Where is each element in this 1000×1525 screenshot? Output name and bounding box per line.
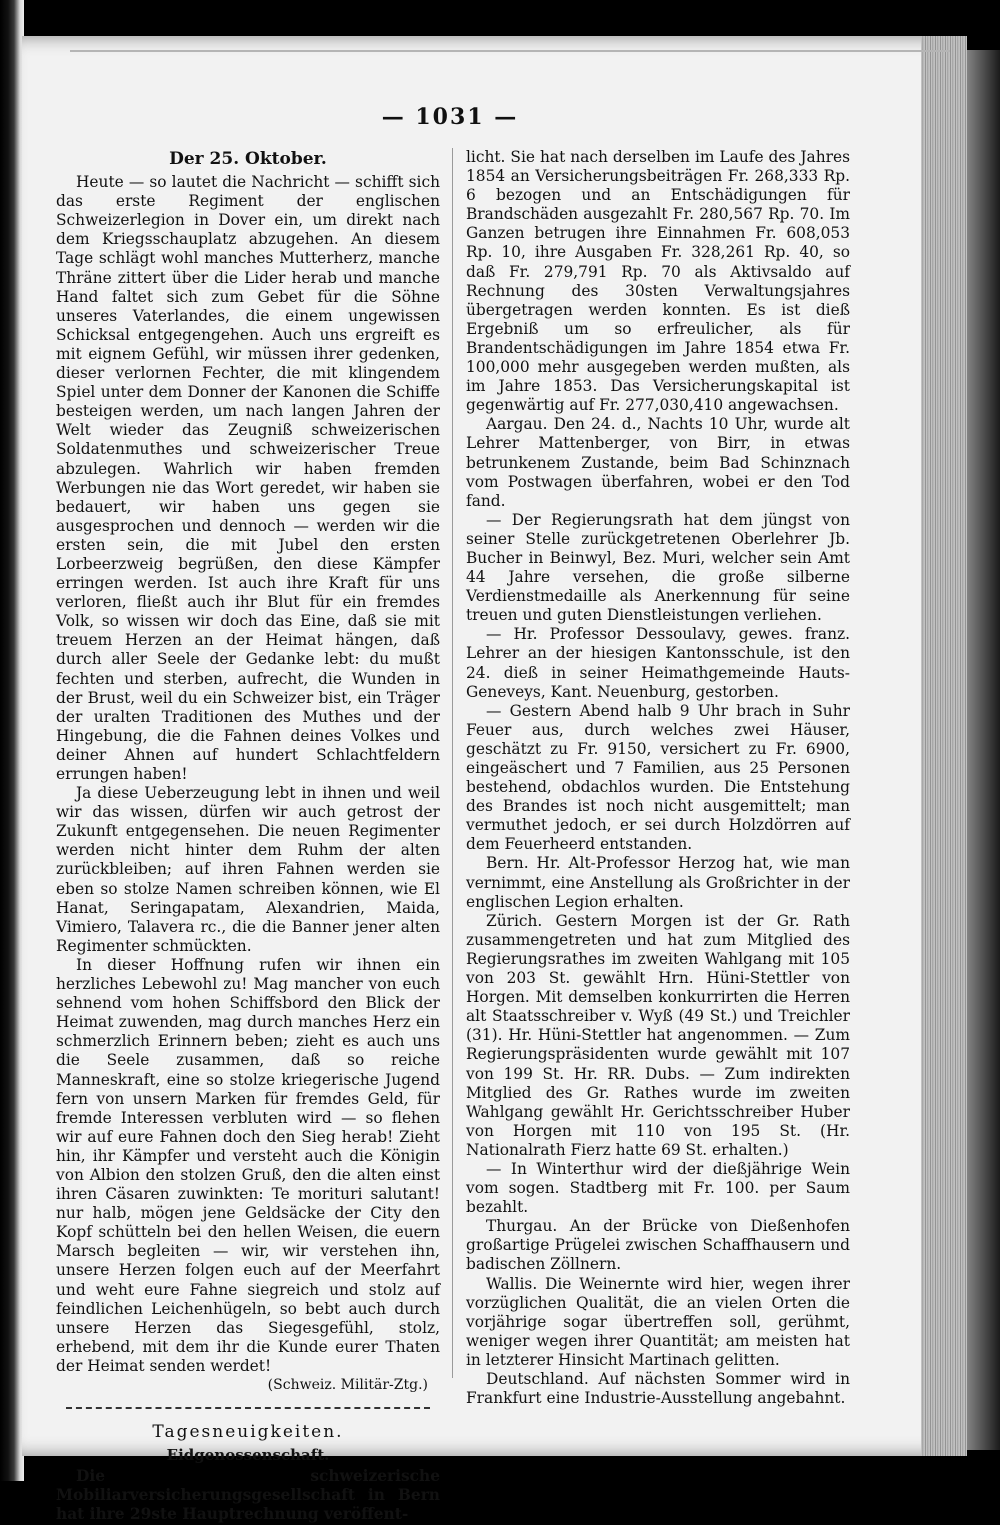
page-number: — 1031 —	[381, 104, 519, 130]
subsection-title: Eidgenossenschaft.	[166, 1446, 330, 1465]
scan-left-edge	[0, 0, 24, 1481]
news-paragraph: Bern. Hr. Alt-Professor Herzog hat, wie man vernimmt, eine Anstellung als Großrichter in der englischen Legion erhalten.	[466, 854, 850, 911]
column-divider	[452, 148, 453, 1378]
source-attribution: (Schweiz. Militär-Ztg.)	[267, 1377, 428, 1393]
news-paragraph: Thurgau. An der Brücke von Dießenhofen großartige Prügelei zwischen Schaffhausern und badischen Zöllnern.	[466, 1217, 850, 1274]
right-column	[466, 148, 850, 1408]
news-paragraph: Zürich. Gestern Morgen ist der Gr. Rath zusammengetreten und hat zum Mitglied des Regierungsrathes im zweiten Wahlgang mit 105 von 203 St. gewählt Hrn. Hüni-Stettler von Horgen. Mit demselben konkurrirten die Herren alt Staatsschreiber v. Wyß (49 St.) und Treichler (31). Hr. Hüni-Stettler hat angenommen. — Zum Regierungspräsidenten wurde gewählt mit 107 von 199 St. Hr. RR. Dubs. — Zum indirekten Mitglied des Gr. Rathes wurde im zweiten Wahlgang gewählt Hr. Gerichtsschreiber Huber von Horgen mit 110 von 195 St. (Hr. Nationalrath Fierz hatte 69 St. erhalten.)	[466, 911, 850, 1159]
page-spine	[921, 36, 967, 1456]
scan-right-edge	[965, 50, 1000, 1450]
article-heading: Der 25. Oktober.	[169, 149, 327, 169]
news-paragraph: Die schweizerische Mobiliarversicherungsgesellschaft in Bern hat ihre 29ste Hauptrechnung veröffent-	[56, 1467, 440, 1524]
news-paragraph: Deutschland. Auf nächsten Sommer wird in Frankfurt eine Industrie-Ausstellung angebahnt.	[466, 1370, 850, 1408]
section-title: Tagesneuigkeiten.	[152, 1422, 344, 1443]
news-paragraph: licht. Sie hat nach derselben im Laufe des Jahres 1854 an Versicherungsbeiträgen Fr. 268,333 Rp. 6 bezogen und an Entschädigungen für Brandschäden ausgezahlt Fr. 280,567 Rp. 70. Im Ganzen betrugen ihre Einnahmen Fr. 608,053 Rp. 10, ihre Ausgaben Fr. 328,261 Rp. 40, so daß Fr. 279,791 Rp. 70 als Aktivsaldo auf Rechnung des 30sten Verwaltungsjahres übergetragen werden konnten. Es ist dieß Ergebniß um so erfreulicher, als für Brandentschädigungen im Jahre 1854 etwa Fr. 100,000 mehr ausgegeben werden mußten, als im Jahre 1853. Das Versicherungskapital ist gegenwärtig auf Fr. 277,030,410 angewachsen.	[466, 148, 850, 415]
news-paragraph: — Der Regierungsrath hat dem jüngst von seiner Stelle zurückgetretenen Oberlehrer Jb. Bucher in Beinwyl, Bez. Muri, welcher sein Amt 44 Jahre versehen, die große silberne Verdienstmedaille als Anerkennung für seine treuen und guten Dienstleistungen verliehen.	[466, 510, 850, 625]
article-paragraph: In dieser Hoffnung rufen wir ihnen ein herzliches Lebewohl zu! Mag mancher von euch sehnend vom hohen Schiffsbord den Blick der Heimat zuwenden, mag durch manches Herz ein schmerzlich Erinnern beben; zieht es auch uns die Seele zusammen, daß so reiche Manneskraft, eine so stolze kriegerische Jugend fern von unsern Marken für fremdes Geld, für fremde Interessen verbluten wird — so flehen wir auf eure Fahnen doch den Sieg herab! Zieht hin, ihr Kämpfer und versteht auch die Königin von Albion den stolzen Gruß, den die alten einst ihren Cäsaren zuwinkten: Te morituri salutant! nur halb, mögen jene Geldsäcke der City den Kopf schütteln bei den hellen Weisen, die euern Marsch begleiten — wir, wir verstehen ihn, unsere Herzen folgen euch auf der Meerfahrt und weht eure Fahne siegreich und stolz auf feindlichen Leichenhügeln, so bebt auch durch unsere Herzen das Siegesgefühl, stolz, erhebend, mit dem ihr die Kunde eurer Thaten der Heimat senden werdet!	[56, 955, 440, 1375]
news-paragraph: — In Winterthur wird der dießjährige Wein vom sogen. Stadtberg mit Fr. 100. per Saum bezahlt.	[466, 1159, 850, 1217]
news-paragraph: Aargau. Den 24. d., Nachts 10 Uhr, wurde alt Lehrer Mattenberger, von Birr, in etwas betrunkenem Zustande, beim Bad Schinznach vom Postwagen überfahren, wobei er den Tod fand.	[466, 415, 850, 510]
news-paragraph: Wallis. Die Weinernte wird hier, wegen ihrer vorzüglichen Qualität, die an vielen Orten die vorjährige sogar übertreffen soll, gerühmt, weniger wegen ihrer Quantität; am meisten hat in letzterer Hinsicht Martinach gelitten.	[466, 1274, 850, 1369]
left-column	[56, 148, 440, 1525]
article-paragraph: Ja diese Ueberzeugung lebt in ihnen und weil wir das wissen, dürfen wir auch getrost der Zukunft entgegensehen. Die neuen Regimenter werden nicht hinter dem Ruhm der alten zurückbleiben; auf ihren Fahnen werden sie eben so stolze Namen schreiben können, wie El Hanat, Seringapatam, Alexandrien, Maida, Vimiero, Talavera rc., die die Banner jener alten Regimenter schmückten.	[56, 784, 440, 955]
section-divider	[66, 1407, 430, 1409]
news-paragraph: — Gestern Abend halb 9 Uhr brach in Suhr Feuer aus, durch welches zwei Häuser, geschätzt zu Fr. 9150, versichert zu Fr. 6900, eingeäschert und 7 Familien, aus 25 Personen bestehend, obdachlos wurden. Die Entstehung des Brandes ist noch nicht ausgemittelt; man vermuthet jedoch, er sei durch Holzdörren auf dem Feuerheerd entstanden.	[466, 701, 850, 854]
news-paragraph: — Hr. Professor Dessoulavy, gewes. franz. Lehrer an der hiesigen Kantonsschule, ist den 24. dieß in seiner Heimathgemeinde Hauts-Geneveys, Kant. Neuenburg, gestorben.	[466, 625, 850, 701]
header-rule	[70, 50, 950, 52]
article-paragraph: Heute — so lautet die Nachricht — schifft sich das erste Regiment der englischen Schweizerlegion in Dover ein, um direkt nach dem Kriegsschauplatz abzugehen. An diesem Tage schlägt wohl manches Mutterherz, manche Thräne zittert über die Lider herab und manche Hand faltet sich zum Gebet für die Söhne unseres Vaterlandes, die einem ungewissen Schicksal entgegengehen. Auch uns ergreift es mit eignem Gefühl, wir müssen ihrer gedenken, dieser verlornen Fechter, die mit klingendem Spiel unter dem Donner der Kanonen die Schiffe besteigen werden, um nach langen Jahren der Welt wieder das Zeugniß schweizerischen Soldatenmuthes und schweizerischer Treue abzulegen. Wahrlich wir haben fremden Werbungen nie das Wort geredet, wir haben sie bedauert, wir haben uns gegen sie ausgesprochen und dennoch — werden wir die ersten sein, die mit Jubel den ersten Lorbeerzweig begrüßen, den diese Kämpfer erringen werden. Ist auch ihre Kraft für uns verloren, fließt auch ihr Blut für ein fremdes Volk, so wissen wir doch das Eine, daß sie mit treuem Herzen an der Heimat hängen, daß durch aller Seele der Gedanke lebt: du mußt fechten und sterben, aufrecht, die Wunden in der Brust, weil du ein Schweizer bist, ein Träger der uralten Traditionen des Muthes und der Hingebung, die die Fahnen deines Volkes und deiner Ahnen auf hundert Schlachtfeldern errungen haben!	[56, 173, 440, 783]
